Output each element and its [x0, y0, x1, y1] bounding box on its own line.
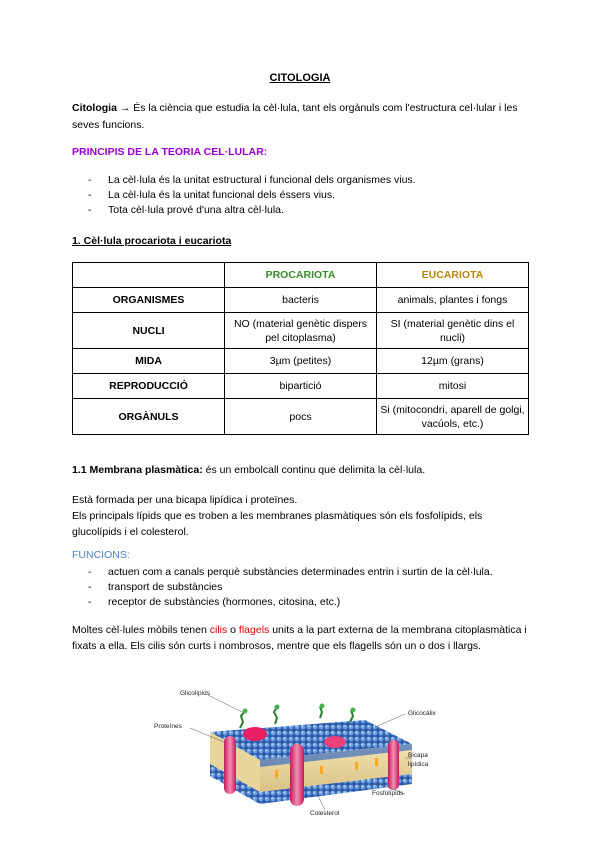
table-header-row [73, 263, 529, 288]
list-item: - actuen com a canals perquè substàncies determinades entrin i surtin de la cèl·lula. [88, 565, 528, 580]
header-eucariota: EUCARIOTA [377, 263, 529, 288]
label-colesterol: Colesterol [310, 810, 340, 817]
list-item: - receptor de substàncies (hormones, citosina, etc.) [88, 595, 528, 610]
membrana-para1: Està formada per una bicapa lipídica i proteïnes. [72, 494, 298, 506]
cilis-paragraph [72, 622, 532, 654]
funcions-heading: FUNCIONS: [72, 549, 130, 561]
table-row [73, 374, 529, 399]
membrana-definition: és un embolcall continu que delimita la cèl·lula. [205, 464, 426, 476]
row-header: REPRODUCCIÓ [73, 374, 225, 399]
list-item: - La cèl·lula és la unitat funcional dels éssers vius. [88, 188, 528, 203]
glycolipid-beads [243, 704, 356, 714]
membrana-heading: 1.1 Membrana plasmàtica: [72, 464, 203, 476]
membrana-heading-line [72, 462, 532, 478]
table-cell: pocs [225, 399, 377, 435]
protein-shape [224, 736, 236, 794]
intro-text: És la ciència que estudia la cèl·lula, tant els orgànuls com l'estructura cel·lular i les seves funcions. [72, 102, 518, 131]
label-lipidica: lipídica [408, 761, 429, 768]
row-header: ORGANISMES [73, 288, 225, 313]
label-bicapa: Bicapa [408, 752, 428, 759]
principis-heading: PRINCIPIS DE LA TEORIA CEL·LULAR: [72, 146, 268, 158]
protein-shape [324, 736, 346, 748]
label-glucolipids: Glicolípids [180, 690, 210, 697]
label-fosfolipids: Fosfolípids [372, 790, 404, 797]
table-cell: 3µm (petites) [225, 349, 377, 374]
header-procariota: PROCARIOTA [225, 263, 377, 288]
list-item: - Tota cèl·lula prové d'una altra cèl·lula. [88, 203, 528, 218]
protein-shape [388, 740, 399, 790]
table-row [73, 399, 529, 435]
table-cell: bipartició [225, 374, 377, 399]
table-row [73, 288, 529, 313]
table-cell: animals, plantes i fongs [377, 288, 529, 313]
table-header-cell [73, 263, 225, 288]
label-proteines: Proteínes [154, 723, 182, 730]
membrane-diagram [150, 682, 450, 842]
flagels-term: flagels [238, 624, 270, 636]
comparison-table [72, 262, 529, 435]
protein-shape [290, 744, 304, 806]
table-cell: SI (material genètic dins el nucli) [377, 313, 529, 349]
section-heading-cells: 1. Cèl·lula procariota i eucariota [72, 235, 232, 247]
table-cell: 12µm (grans) [377, 349, 529, 374]
table-row [73, 349, 529, 374]
membrane-illustration [150, 682, 450, 842]
principis-list [88, 173, 528, 218]
protein-shape [243, 727, 267, 741]
intro-term: Citologia [72, 102, 117, 114]
table-cell: mitosi [377, 374, 529, 399]
cilis-text-before: Moltes cèl·lules mòbils tenen [72, 624, 210, 636]
cilis-term: cilis [209, 624, 228, 636]
label-glicocalix: Glicocàlix [408, 710, 436, 717]
row-header: MIDA [73, 349, 225, 374]
cilis-text-after: units a la part externa de la membrana citoplasmàtica i fixats a ella. Els cilis són curts i nombrosos, mentre que els flagells són un o dos i llargs. [72, 624, 527, 652]
membrana-para2: Els principals lípids que es troben a les membranes plasmàtiques són els fosfolípids, els glucolípids i el colesterol. [72, 510, 483, 538]
table-row [73, 313, 529, 349]
row-header: ORGÀNULS [73, 399, 225, 435]
intro-paragraph [72, 100, 532, 134]
funcions-list [88, 565, 528, 610]
table-cell: Si (mitocondri, aparell de golgi, vacúols, etc.) [377, 399, 529, 435]
arrow-icon: → [119, 102, 131, 114]
list-item: - transport de substàncies [88, 580, 528, 595]
cilis-text-o: o [227, 624, 239, 636]
list-item: - La cèl·lula és la unitat estructural i funcional dels organismes vius. [88, 173, 528, 188]
table-cell: NO (material genètic dispers pel citoplasma) [225, 313, 377, 349]
table-cell: bacteris [225, 288, 377, 313]
page-title: CITOLOGIA [269, 72, 331, 84]
row-header: NUCLI [73, 313, 225, 349]
